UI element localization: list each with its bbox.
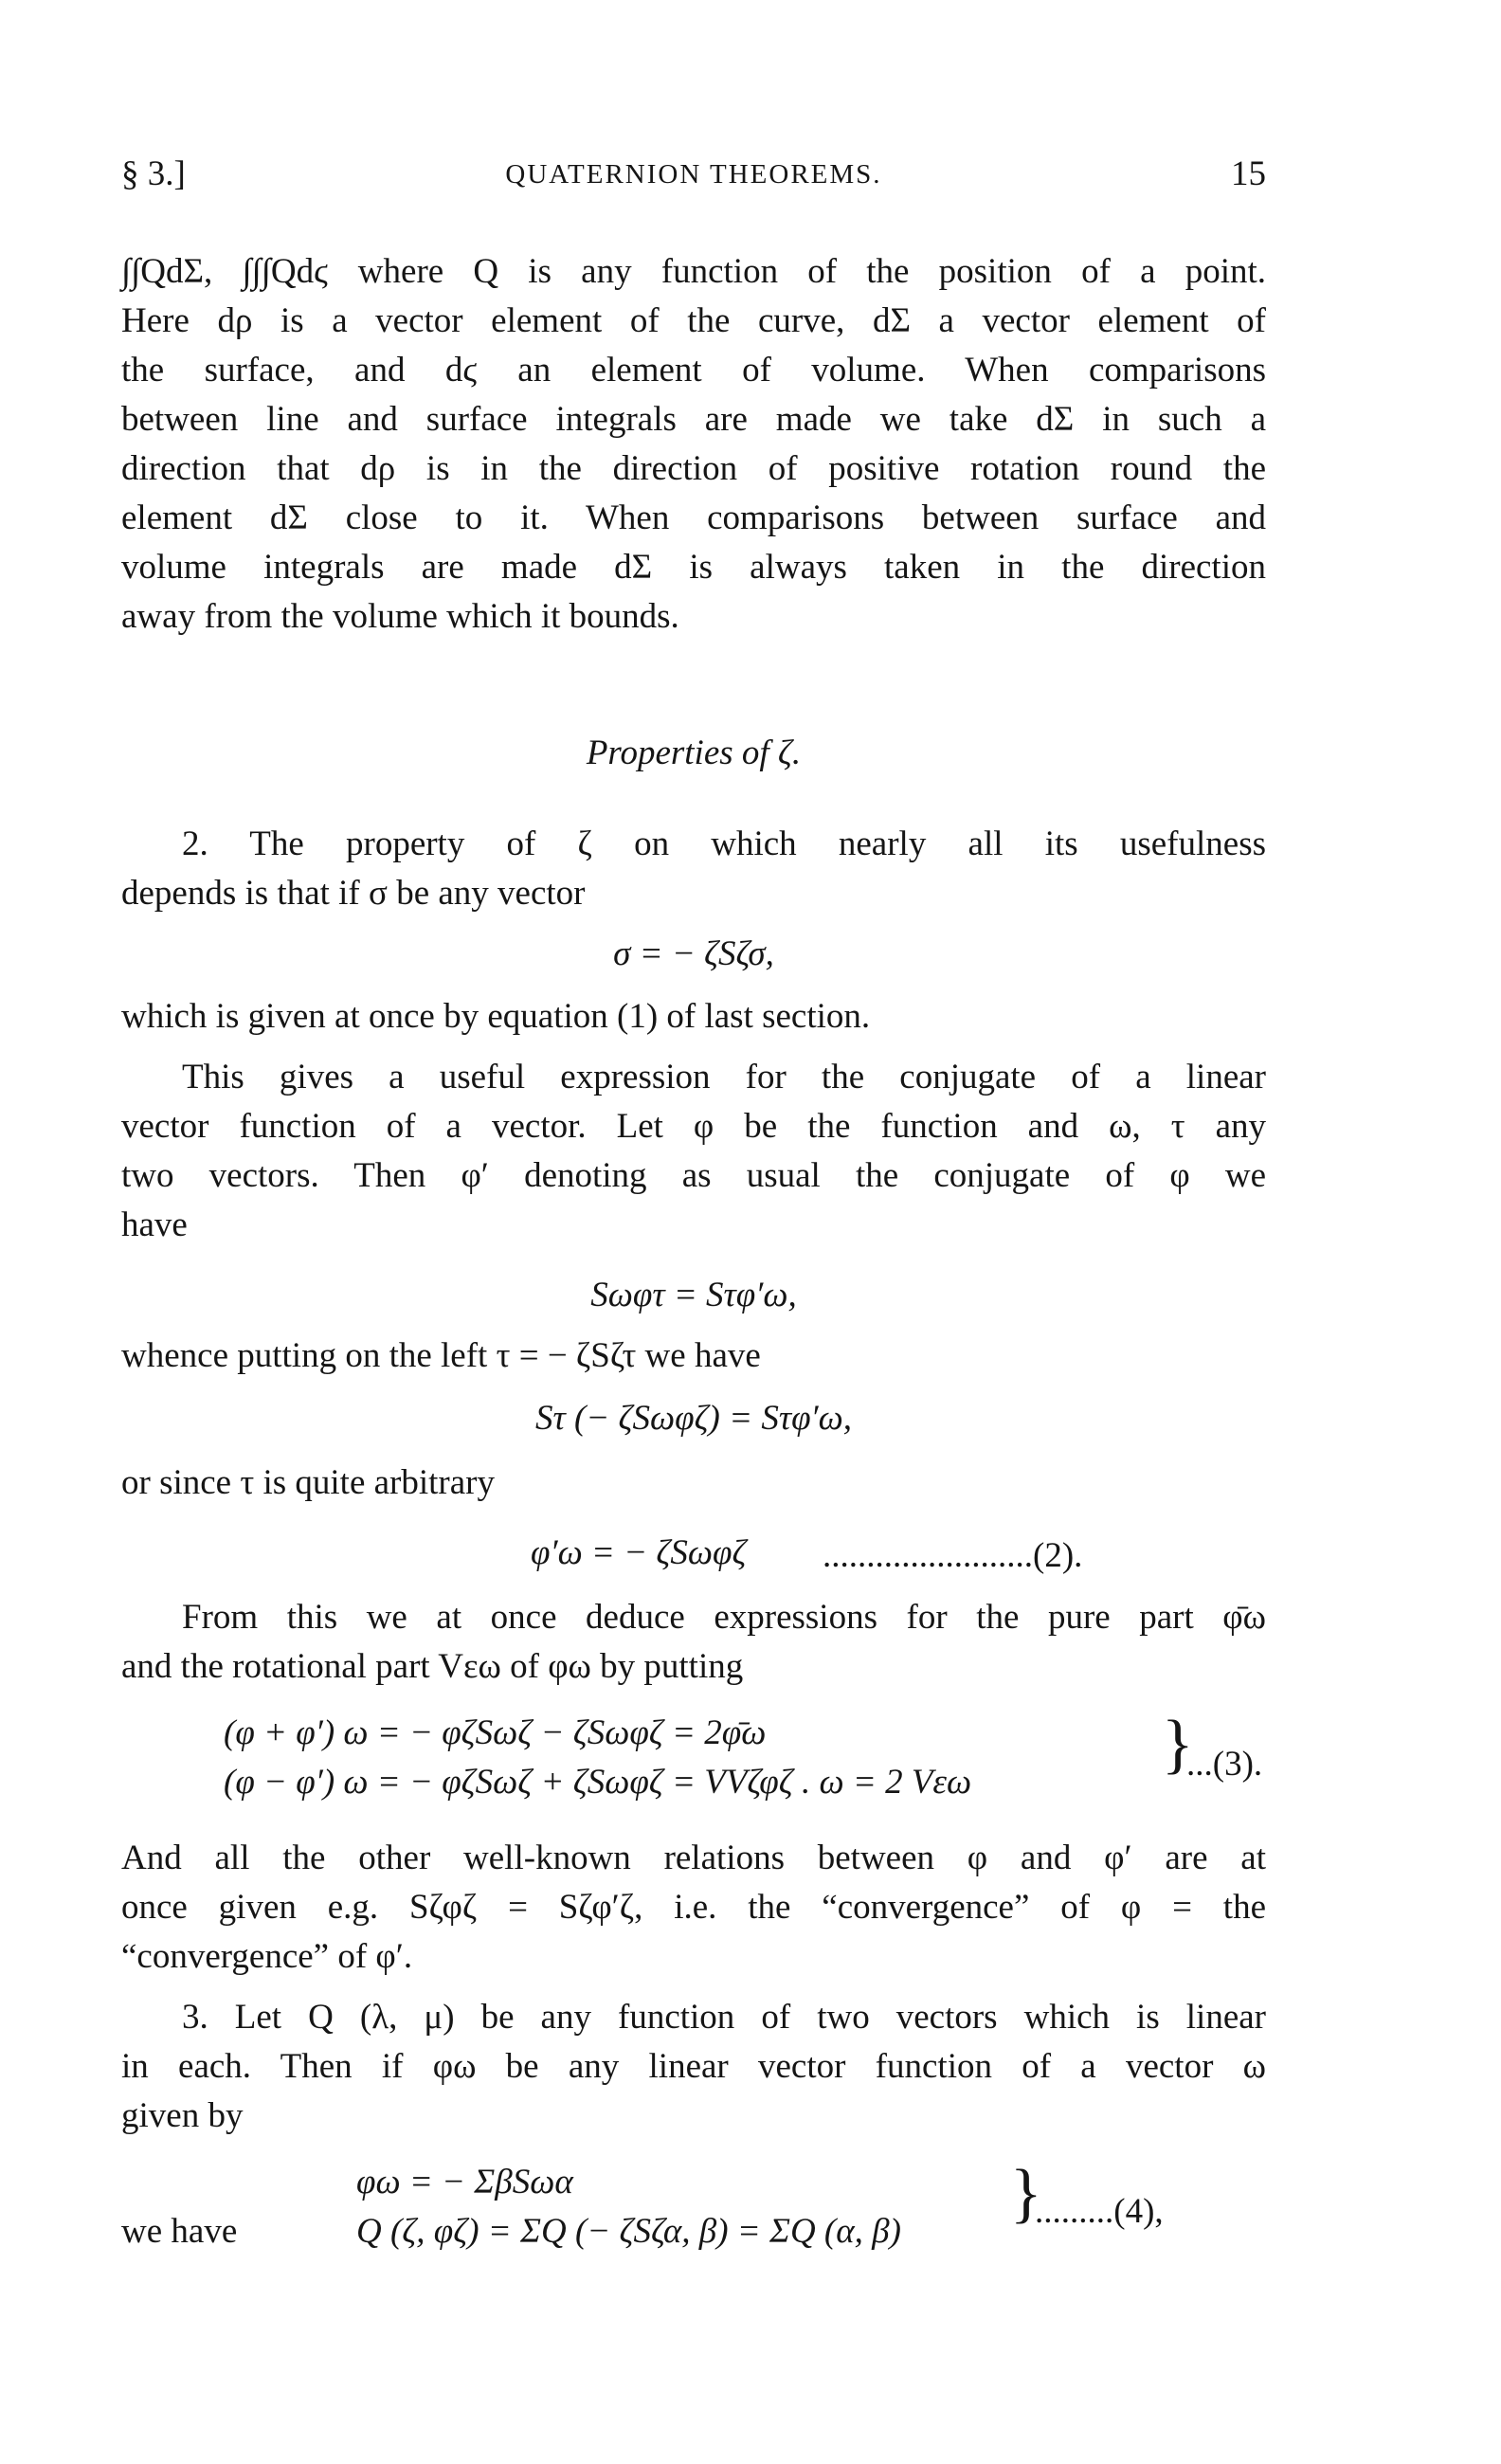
para7-line: and the rotational part Vεω of φω by putting	[121, 1647, 744, 1686]
para1-line: between line and surface integrals are made we take dΣ in such a	[121, 400, 1266, 439]
section-marker: § 3.]	[121, 154, 186, 193]
para6-line: or since τ is quite arbitrary	[121, 1463, 495, 1502]
equation-3-line1: (φ + φ′) ω = − φζSωζ − ζSωφζ = 2φ̄ω	[224, 1713, 767, 1752]
para8-line: And all the other well-known relations between φ and φ′ are at	[121, 1839, 1266, 1877]
para9-line: 3. Let Q (λ, μ) be any function of two vectors which is linear	[182, 1998, 1266, 2037]
para1-line: volume integrals are made dΣ is always taken in the direction	[121, 548, 1266, 587]
para4-line: have	[121, 1205, 188, 1244]
equation-4-line1: φω = − ΣβSωα	[356, 2163, 573, 2201]
para4-line: two vectors. Then φ′ denoting as usual the conjugate of φ we	[121, 1156, 1266, 1195]
para1-line: ∫∫QdΣ, ∫∫∫Qdϛ where Q is any function of the position of a point.	[121, 252, 1266, 291]
para1-line: element dΣ close to it. When comparisons between surface and	[121, 498, 1266, 537]
para5-line: whence putting on the left τ = − ζSζτ we have	[121, 1336, 761, 1375]
para4-line: This gives a useful expression for the conjugate of a linear	[182, 1058, 1266, 1096]
right-brace-icon: }	[1162, 1708, 1194, 1781]
right-brace-icon: }	[1010, 2157, 1042, 2230]
equation-4-number: .........(4),	[1035, 2192, 1164, 2231]
equation-st: Sτ (− ζSωφζ) = Sτφ′ω,	[534, 1399, 853, 1438]
para7-line: From this we at once deduce expressions for the pure part φ̄ω	[182, 1598, 1266, 1637]
section-heading: Properties of ζ.	[586, 734, 802, 772]
para1-line: direction that dρ is in the direction of positive rotation round the	[121, 449, 1266, 488]
para1-line: the surface, and dϛ an element of volume. When comparisons	[121, 351, 1266, 390]
para1-line: Here dρ is a vector element of the curve, dΣ a vector element of	[121, 301, 1266, 340]
para1-line: away from the volume which it bounds.	[121, 597, 679, 636]
equation-swpt: Sωφτ = Sτφ′ω,	[590, 1276, 797, 1314]
para8-line: “convergence” of φ′.	[121, 1937, 413, 1976]
para3-line: which is given at once by equation (1) of last section.	[121, 997, 871, 1036]
equation-2: φ′ω = − ζSωφζ	[531, 1533, 747, 1572]
para9-line: given by	[121, 2096, 244, 2135]
equation-2-number: ........................(2).	[823, 1536, 1083, 1575]
para2-line: depends is that if σ be any vector	[121, 874, 586, 913]
equation-3-line2: (φ − φ′) ω = − φζSωζ + ζSωφζ = VVζφζ . ω = 2 Vεω	[224, 1763, 972, 1802]
equation-sigma: σ = − ζSζσ,	[613, 934, 774, 973]
running-header	[121, 154, 1266, 201]
para4-line: vector function of a vector. Let φ be the function and ω, τ any	[121, 1107, 1266, 1146]
equation-3-number: ...(3).	[1186, 1745, 1263, 1784]
page-number: 15	[1231, 154, 1266, 193]
equation-4-line2: Q (ζ, φζ) = ΣQ (− ζSζα, β) = ΣQ (α, β)	[356, 2212, 901, 2251]
para8-line: once given e.g. Sζφζ = Sζφ′ζ, i.e. the “convergence” of φ = the	[121, 1888, 1266, 1927]
page-title: QUATERNION THEOREMS.	[505, 159, 882, 190]
para2-line: 2. The property of ζ on which nearly all its usefulness	[182, 824, 1266, 863]
para9-line: in each. Then if φω be any linear vector function of a vector ω	[121, 2047, 1266, 2086]
equation-4-prefix: we have	[121, 2212, 238, 2251]
